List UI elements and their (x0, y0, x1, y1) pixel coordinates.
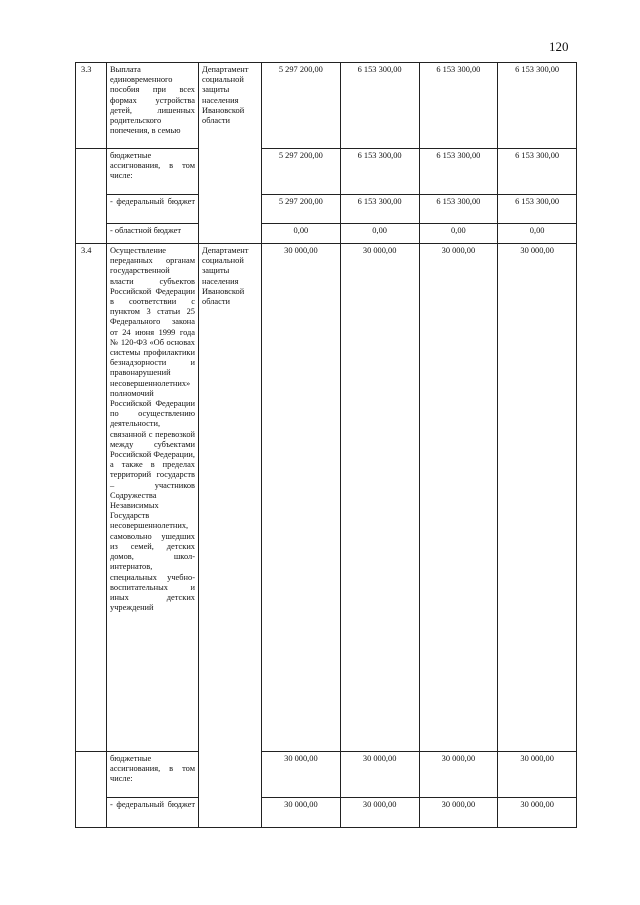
measure-name: бюджетные ассигнования, в том числе: (107, 149, 199, 195)
value-cell: 6 153 300,00 (340, 63, 419, 149)
value-cell: 30 000,00 (340, 752, 419, 798)
value-cell: 6 153 300,00 (419, 149, 498, 195)
value-cell: 6 153 300,00 (498, 149, 577, 195)
executor: Департамент социальной защиты населения Ивановской области (199, 63, 262, 244)
value-cell: 0,00 (498, 224, 577, 244)
measure-name: бюджетные ассигнования, в том числе: (107, 752, 199, 798)
table-row (76, 195, 577, 224)
value-cell: 6 153 300,00 (419, 63, 498, 149)
row-number: 3.4 (76, 244, 107, 752)
value-cell: 5 297 200,00 (262, 195, 341, 224)
value-cell: 5 297 200,00 (262, 149, 341, 195)
value-cell: 5 297 200,00 (262, 63, 341, 149)
measure-name: - федеральный бюджет (107, 798, 199, 828)
table-row (76, 224, 577, 244)
value-cell: 30 000,00 (262, 798, 341, 828)
row-number: 3.3 (76, 63, 107, 149)
value-cell: 30 000,00 (340, 244, 419, 752)
value-cell: 30 000,00 (419, 752, 498, 798)
value-cell: 6 153 300,00 (498, 195, 577, 224)
value-cell: 6 153 300,00 (419, 195, 498, 224)
value-cell: 30 000,00 (419, 244, 498, 752)
table-row (76, 244, 577, 752)
value-cell: 30 000,00 (419, 798, 498, 828)
value-cell: 30 000,00 (498, 752, 577, 798)
value-cell: 6 153 300,00 (340, 195, 419, 224)
value-cell: 0,00 (340, 224, 419, 244)
budget-table (75, 62, 577, 828)
value-cell: 6 153 300,00 (340, 149, 419, 195)
page-number: 120 (549, 39, 569, 54)
value-cell: 30 000,00 (262, 752, 341, 798)
measure-name: - областной бюджет (107, 224, 199, 244)
measure-name: - федеральный бюджет (107, 195, 199, 224)
table-row (76, 149, 577, 195)
table-row (76, 798, 577, 828)
table-row (76, 752, 577, 798)
row-number-empty (76, 149, 107, 244)
executor: Департамент социальной защиты населения Ивановской области (199, 244, 262, 828)
measure-name: Осуществление переданных органам государственной власти субъектов Российской Федерации в соответствии с пунктом 3 статьи 25 Федерального закона от 24 июня 1999 года № 120-ФЗ «Об основах системы профилактики безнадзорности и правонарушений несовершеннолетних» полномочий Российской Федерации по осуществлению деятельности, связанной с перевозкой между субъектами Российской Федерации, а также в пределах территорий государств – участников Содружества Независимых Государств несовершеннолетних, самовольно ушедших из семей, детских домов, школ-интернатов, специальных учебно-воспитательных и иных детских учреждений (107, 244, 199, 752)
table-row (76, 63, 577, 149)
value-cell: 0,00 (262, 224, 341, 244)
value-cell: 6 153 300,00 (498, 63, 577, 149)
value-cell: 30 000,00 (498, 244, 577, 752)
measure-name: Выплата единовременного пособия при всех формах устройства детей, лишенных родительского попечения, в семью (107, 63, 199, 149)
value-cell: 30 000,00 (498, 798, 577, 828)
value-cell: 30 000,00 (262, 244, 341, 752)
value-cell: 30 000,00 (340, 798, 419, 828)
value-cell: 0,00 (419, 224, 498, 244)
row-number-empty (76, 752, 107, 828)
